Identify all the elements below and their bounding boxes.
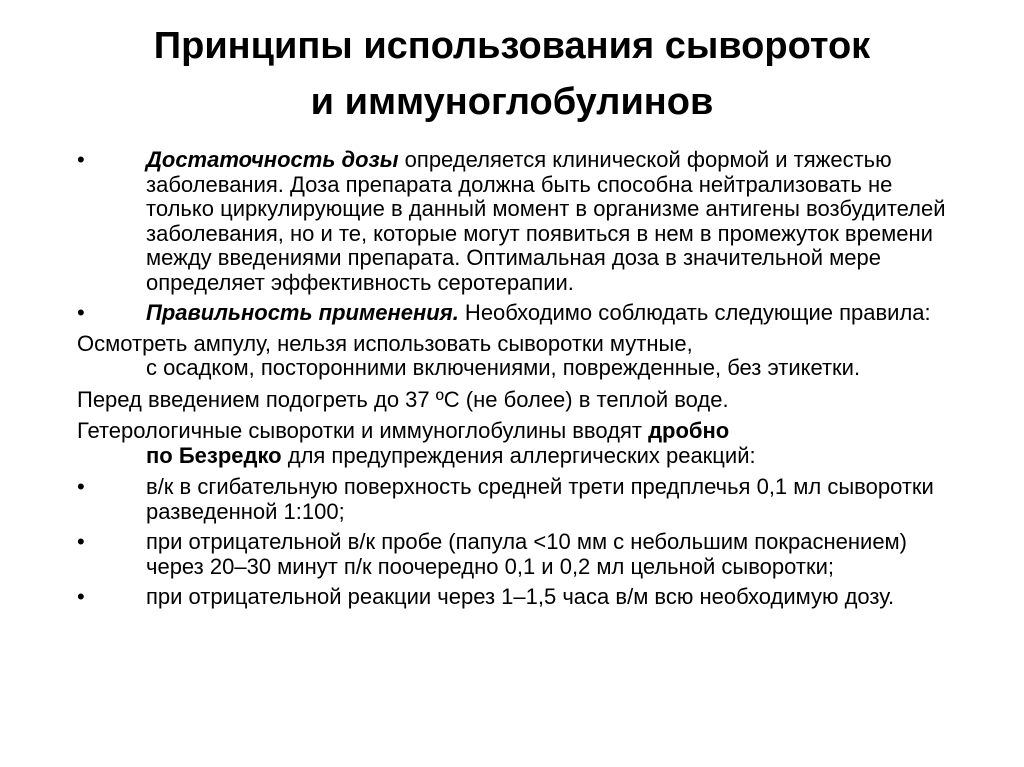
bullet-item-intradermal — [0, 475, 1024, 524]
paragraph-warm-up — [0, 388, 1024, 413]
intradermal-text: в/к в сгибательную поверхность средней трети предплечья 0,1 мл сыворотки разведенной 1:100; — [146, 474, 934, 524]
warm-up-text: Перед введением подогреть до 37 ºС (не более) в теплой воде. — [77, 386, 729, 412]
slide-title-line-1: Принципы использования сывороток — [153, 25, 871, 67]
bullet-item-subcutaneous — [0, 530, 1024, 579]
bezredko-first-line: Гетерологичные сыворотки и иммуноглобулины вводят — [77, 418, 649, 443]
slide-title-line-2: и иммуноглобулинов — [310, 81, 714, 123]
bezredko-rest: для предупреждения аллергических реакций: — [281, 442, 756, 468]
paragraph-inspect-ampoule — [0, 332, 1024, 381]
bullet-item-application — [0, 301, 1024, 326]
subcutaneous-text: при отрицательной в/к пробе (папула <10 мм с небольшим покраснением) через 20–30 минут п/к поочередно 0,1 и 0,2 мл цельной сыворотки; — [146, 529, 908, 579]
intramuscular-text: при отрицательной реакции через 1–1,5 часа в/м всю необходимую дозу. — [146, 584, 895, 609]
bullet-item-intramuscular — [0, 585, 1024, 610]
dose-lead: Достаточность дозы — [146, 147, 399, 172]
bezredko-continuation — [77, 444, 964, 469]
bullet-icon: • — [77, 300, 85, 325]
bezredko-bold-fractional: дробно — [648, 418, 730, 443]
inspect-ampoule-continuation: с осадком, посторонними включениями, поврежденные, без этикетки. — [146, 355, 861, 380]
paragraph-bezredko — [0, 419, 1024, 468]
bullet-icon: • — [77, 529, 85, 554]
bullet-item-dose — [0, 148, 1024, 295]
application-text: Необходимо соблюдать следующие правила: — [458, 300, 931, 325]
bezredko-bold-method: по Безредко — [146, 442, 282, 468]
dose-text: определяется клинической формой и тяжестью заболевания. Доза препарата должна быть способна нейтрализовать не только циркулирующие в данный момент в организме антигены возбудителей заболевания, но и те, которые могут появиться в нем в промежуток времени между введениями препарата. Оптимальная доза в значительной мере определяет эффективность серотерапии. — [146, 147, 946, 295]
bullet-icon: • — [77, 474, 85, 499]
bullet-icon: • — [77, 584, 85, 609]
inspect-ampoule-first-line: Осмотреть ампулу, нельзя использовать сыворотки мутные, — [77, 330, 693, 356]
slide-content — [0, 148, 1024, 616]
bullet-icon: • — [77, 147, 85, 172]
application-lead: Правильность применения. — [146, 300, 459, 325]
slide-title — [0, 18, 1024, 130]
